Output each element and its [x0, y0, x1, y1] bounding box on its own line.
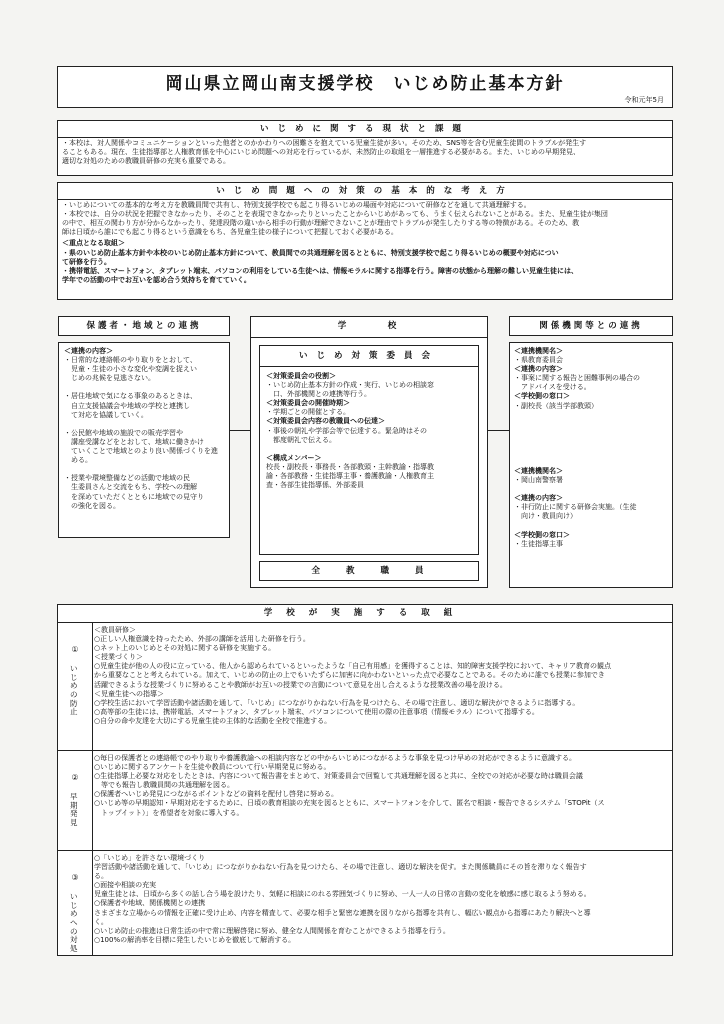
committee-line: ＜対策委員会の役割＞ — [266, 372, 336, 380]
community-header: 保護者・地域との連携 — [86, 321, 202, 331]
initiative-section — [58, 750, 672, 851]
community-line: 生委員さんと交流をもち、学校への理解 — [64, 483, 197, 492]
initiative-line: トップイット）」を希望者を対象に導入する。 — [94, 808, 244, 817]
committee-box — [259, 345, 479, 555]
community-line: 自立支援協議会や地域の学校と連携し — [64, 401, 190, 410]
status-header: いじめに関する現状と課題 — [259, 124, 470, 134]
initiative-number: ① — [71, 645, 79, 654]
approach-text — [62, 201, 668, 237]
committee-line: ＜対策委員会の開催時期＞ — [266, 399, 350, 408]
agency-line: ・事案に関する報告と困難事例の場合の — [514, 374, 640, 383]
focus-line: 学年での活動の中でお互いを認め合う気持ちを育てていく。 — [62, 276, 251, 285]
status-text — [62, 139, 668, 166]
initiative-line: ○学校生活において学習活動や諸活動を通して、「いじめ」につながりかねない行為を見つけたら、その場で注意し、適切な解決ができるように指導する。 — [94, 698, 580, 707]
community-line: ・授業や環境整備などの活動で地域の民 — [64, 474, 190, 483]
agency-line: ＜連携機関名＞ — [514, 347, 563, 355]
committee-line: 諭・各部教務・生徒指導主事・養護教諭・人権教育主 — [266, 472, 434, 481]
initiative-line: く。 — [94, 917, 108, 926]
committee-line: ・いじめ防止基本方針の作成・実行、いじめの相談窓 — [266, 381, 434, 390]
agency-line: ・県教育委員会 — [514, 356, 563, 365]
committee-line: 査・各部生徒指導係、外部委員 — [266, 481, 364, 490]
initiative-line: ＜教員研修＞ — [94, 626, 136, 634]
staff-label: 全 教 職 員 — [311, 566, 427, 576]
initiative-line: ○毎日の保護者との連絡帳でのやり取りや養護教諭への相談内容などの中からいじめにつながるような事象を見つけ早めの対応ができるように意識する。 — [94, 754, 576, 762]
community-line — [64, 420, 226, 429]
initiative-line: から重要なことと考えられている。加えて、いじめの防止の上でもいたずらに加害に向かわないといった点で必要なことである。そのために誰でも授業に参加でき — [94, 671, 605, 680]
community-line — [64, 465, 226, 474]
agency-line: ・岡山南警察署 — [514, 476, 563, 485]
title-box — [57, 66, 673, 108]
committee-header: いじめ対策委員会 — [298, 351, 439, 361]
agency-line — [514, 522, 669, 531]
agency-line: ＜連携の内容＞ — [514, 365, 563, 374]
community-line: ・日常的な連絡帳のやり取りをとおして、 — [64, 356, 197, 365]
connector-left — [230, 430, 250, 431]
community-line: ・公民館や地域の施設での販売学習や — [64, 428, 183, 437]
initiative-line: ○自分の命や友達を大切にする児童生徒の主体的な活動を全校で推進する。 — [94, 716, 332, 725]
community-line: て対応を協議していく。 — [64, 410, 148, 419]
agency-line: ・生徒指導主事 — [514, 539, 563, 548]
approach-section — [57, 182, 673, 300]
community-box — [58, 342, 230, 538]
initiative-line: ○面接や相談の充実 — [94, 881, 157, 890]
initiative-line: 活躍できるような授業づくりに努めることや教師がお互いの授業での言動について意見を出し合えるような授業改善の場を設ける。 — [94, 680, 507, 689]
agencies-header: 関係機関等との連携 — [539, 321, 643, 331]
committee-line: ＜対策委員会内容の教職員への伝達＞ — [266, 417, 385, 426]
agency-line: ＜学校側の窓口＞ — [514, 530, 570, 539]
community-line: める。 — [64, 456, 92, 465]
connector-right — [488, 430, 509, 431]
community-line: を深めていただくとともに地域での見守り — [64, 492, 204, 501]
school-header: 学 校 — [337, 321, 401, 331]
initiative-section — [58, 850, 672, 958]
staff-box — [259, 561, 479, 581]
community-line: じめの兆候を見逃さない。 — [64, 374, 155, 383]
initiative-line: ○100%の解消率を目標に発生したいじめを徹底して解消する。 — [94, 935, 296, 944]
focus-line: ・県のいじめ防止基本方針や本校のいじめ防止基本方針について、教員間での共通理解を図るとともに、特別支援学校で起こり得るいじめの概要や対応につい — [62, 249, 559, 257]
status-line: 適切な対処のための教職員研修の充実も重要である。 — [62, 157, 230, 166]
agency-block-police — [514, 467, 669, 549]
issue-date: 令和元年5月 — [624, 95, 664, 104]
focus-title: ＜重点となる取組＞ — [62, 239, 125, 247]
committee-line: 校長・副校長・事務長・各部教頭・主幹教諭・指導教 — [266, 462, 434, 471]
initiative-line: ○児童生徒が他の人の役に立っている、他人から認められているといったような「自己有用感」を獲得することは、知的障害支援学校において、キャリア教育の観点 — [94, 662, 611, 671]
initiative-line: ○「いじめ」を許さない環境づくり — [94, 854, 206, 862]
community-line: 児童・生徒の小さな変化や変調を捉えい — [64, 365, 197, 374]
initiative-number: ② — [71, 773, 79, 782]
approach-line: ・本校では、自分の状況を把握できなかったり、そのことを表現できなかったりといったことからいじめがあっても、うまく伝えられないことがある。また、児童生徒が集団 — [62, 210, 608, 219]
school-box — [250, 316, 488, 588]
community-line: 講座受講などをとおして、地域に働きかけ — [64, 437, 204, 446]
committee-text — [266, 372, 474, 490]
page-title: 岡山県立岡山南支援学校 いじめ防止基本方針 — [165, 74, 565, 94]
status-section — [57, 120, 673, 176]
approach-line: 師は日頃から誰にでも起こり得るという意識をもち、各児童生徒の様子について把握しておく必要がある。 — [62, 228, 398, 237]
community-text — [64, 347, 226, 511]
committee-line: ・事後の朝礼や学部会等で伝達する。緊急時はその — [266, 426, 427, 435]
initiative-line: ○いじめ等の早期認知・早期対応をするために、日頃の教育相談の充実を図るとともに、スマートフォンを介して、匿名で相談・報告できるシステム「STOPit（ス — [94, 799, 605, 808]
agency-line: ＜連携機関名＞ — [514, 467, 563, 475]
approach-line: の中で、相互の関わり方が分からなかったり、発達段階の違いから相手の行動が理解できないことが理由でトラブルが発生したりする等の特徴がある。そのため、教 — [62, 219, 580, 228]
agency-line — [514, 485, 669, 494]
focus-line: ・携帯電話、スマートフォン、タブレット端末、パソコンの利用をしている生徒へは、情報モラルに関する指導を行う。障害の状態から理解の難しい児童生徒には、 — [62, 267, 579, 276]
initiative-line: さまざまな立場からの情報を正確に受け止め、内容を精査して、必要な相手と緊密な連携を図りながら指導を共有し、幅広い観点から指導にあたり解決へと導 — [94, 908, 591, 917]
committee-line: 都度朝礼で伝える。 — [266, 435, 336, 444]
agency-line: ・副校長（該当学部教頭） — [514, 401, 598, 410]
initiative-label: 早期発見 — [70, 792, 78, 827]
agency-block-prefecture — [514, 347, 669, 411]
initiative-line: ○高等部の生徒には、携帯電話、スマートフォン、タブレット端末、パソコンについて使用の際の注意事項（情報モラル）について指導する。 — [94, 707, 539, 716]
initiative-line: ○ネット上のいじめとその対処に関する研修を実施する。 — [94, 644, 276, 653]
initiative-line: ○いじめに関するアンケートを生徒や教員について行い早期発見に努める。 — [94, 763, 331, 772]
community-header-box — [58, 316, 230, 336]
agency-line: ＜連携の内容＞ — [514, 494, 563, 503]
community-line: ていくことで地域とのより良い関係づくりを進 — [64, 447, 218, 456]
focus-line: て研修を行う。 — [62, 258, 111, 267]
initiative-line: 等でも報告し教職員間の共通理解を図る。 — [94, 781, 234, 790]
initiative-line: 学習活動や諸活動を通して、「いじめ」につながりかねない行為を見つけたら、その場で注意し、適切な解決を促す。また関係職員にその旨を滞りなく報告す — [94, 863, 587, 872]
initiative-label: いじめの防止 — [70, 664, 78, 717]
approach-header: いじめ問題への対策の基本的な考え方 — [216, 186, 514, 196]
initiative-line: ＜授業づくり＞ — [94, 653, 143, 662]
initiatives-header: 学校が実施する取組 — [263, 608, 467, 618]
committee-line: 口、外部機関との連携等行う。 — [266, 390, 371, 399]
agency-line: ・非行防止に関する研修会実施。（生徒 — [514, 503, 637, 512]
initiative-line: ○保護者へいじめ発見につながるポイントなどの資料を配付し啓発に努める。 — [94, 790, 338, 799]
agencies-box — [509, 342, 673, 588]
approach-line: ・いじめについての基本的な考え方を教職員間で共有し、特別支援学校でも起こり得るいじめの場面や対応について研修などを通して共通理解する。 — [62, 201, 531, 209]
initiative-number: ③ — [71, 873, 79, 882]
initiatives-section — [57, 604, 673, 956]
focus-text — [62, 249, 668, 285]
status-line: ることもある。現在、生徒指導部と人権教育係を中心にいじめ問題への対応を行っているが、未然防止の取組を一層推進する必要がある。また、いじめの早期発見、 — [62, 148, 580, 157]
agencies-header-box — [509, 316, 673, 336]
initiative-line: る。 — [94, 872, 108, 881]
initiative-line: ＜児童生徒への指導＞ — [94, 689, 164, 698]
status-line: ・本校は、対人関係やコミュニケーションといった他者とのかかわりへの困難さを抱えている児童生徒が多い。そのため、SNS等を含む児童生徒間のトラブルが発生す — [62, 139, 587, 147]
committee-line: ＜構成メンバー＞ — [266, 453, 322, 462]
community-line: ＜連携の内容＞ — [64, 347, 113, 355]
agency-line: 向け・教員向け） — [514, 512, 577, 521]
initiative-line: ○正しい人権意識を持ったため、外部の講師を活用した研修を行う。 — [94, 635, 310, 644]
initiative-section — [58, 622, 672, 751]
initiative-line: ○生徒指導上必要な対応をしたときは、内容について報告書をまとめて、対策委員会で回覧して共通理解を図ると共に、全校での対応が必要な時は職員会議 — [94, 772, 583, 781]
initiative-label: いじめへの対処 — [70, 892, 78, 953]
initiative-line: ○保護者や地域、関係機関との連携 — [94, 899, 206, 908]
initiative-line: ○いじめ防止の推進は日常生活の中で常に理解啓発に努め、健全な人間関係を育むことができるよう指導を行う。 — [94, 926, 450, 935]
agency-line: ＜学校側の窓口＞ — [514, 392, 570, 401]
agency-line: アドバイスを受ける。 — [514, 383, 591, 392]
initiative-line: 児童生徒とは、日頃から多くの話し合う場を設けたり、気軽に相談にのれる雰囲気づくりに努め、一人一人の日常の言動の変化を敏感に感じ取るよう努める。 — [94, 890, 591, 899]
initiatives-column-divider — [92, 622, 93, 955]
committee-line — [266, 445, 474, 454]
community-line: の強化を図る。 — [64, 501, 120, 510]
community-line: ・居住地域で気になる事象のあるときは、 — [64, 392, 197, 401]
committee-line: ・学期ごとの開催とする。 — [266, 408, 350, 417]
